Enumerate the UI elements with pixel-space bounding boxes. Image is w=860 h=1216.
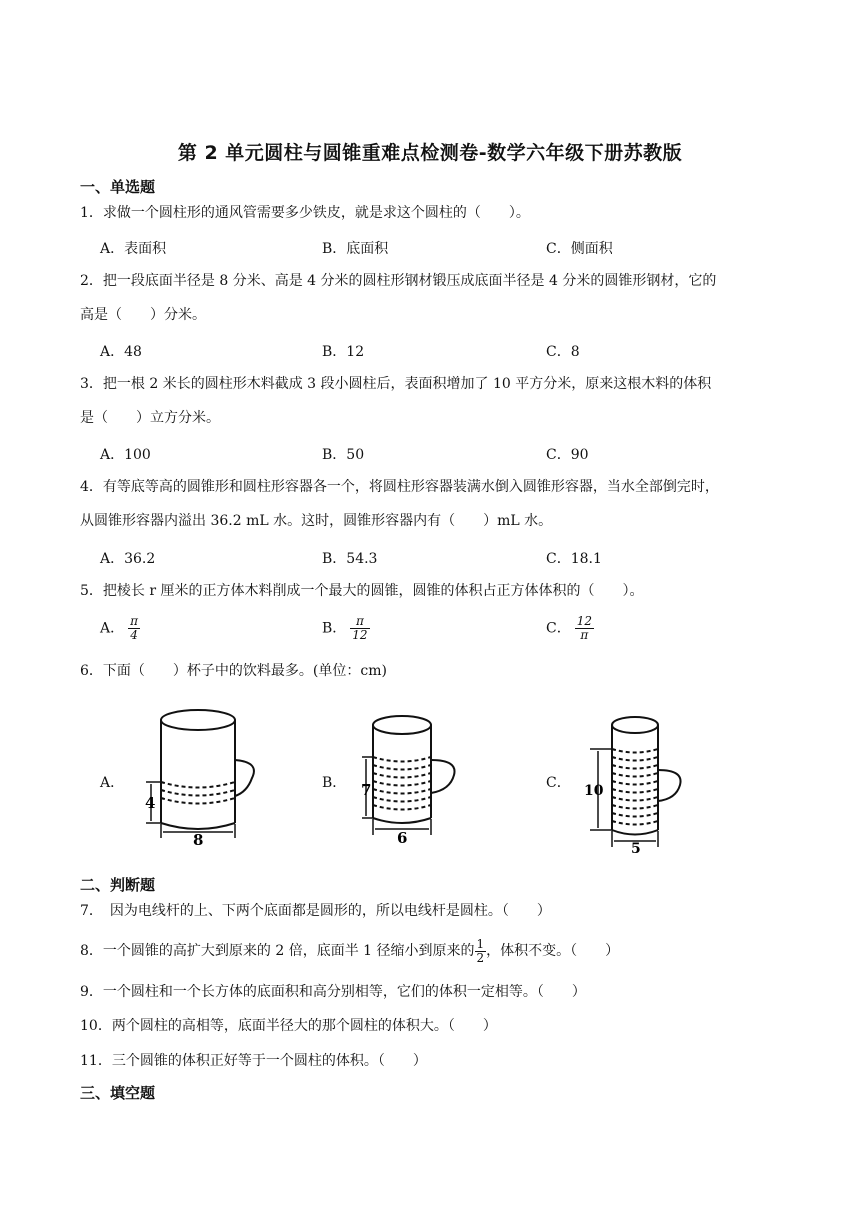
cup-b-height-label: 7 — [361, 781, 372, 799]
q5-option-c — [546, 615, 594, 642]
question-4-line-2: 从圆锥形容器内溢出 36.2 mL 水。这时，圆锥形容器内有（ ）mL 水。 — [80, 513, 553, 529]
section-heading-true-false: 二、判断题 — [80, 876, 156, 894]
fraction-numerator: 12 — [576, 614, 592, 628]
question-10: 10．两个圆柱的高相等，底面半径大的那个圆柱的体积大。（ ） — [80, 1018, 497, 1034]
question-5: 5．把棱长 r 厘米的正方体木料削成一个最大的圆锥，圆锥的体积占正方体体积的（ ）。 — [80, 583, 644, 599]
q4-option-c: C．18.1 — [546, 551, 602, 567]
q2-option-c: C．8 — [546, 344, 580, 360]
question-1: 1．求做一个圆柱形的通风管需要多少铁皮，就是求这个圆柱的（ ）。 — [80, 205, 530, 221]
section-heading-fill-in: 三、填空题 — [80, 1084, 156, 1102]
q5-option-c-fraction — [575, 615, 594, 642]
q5-option-b-prefix: B． — [322, 620, 347, 637]
question-11: 11．三个圆锥的体积正好等于一个圆柱的体积。（ ） — [80, 1053, 427, 1069]
fraction-denominator: 2 — [476, 950, 485, 965]
fraction-numerator: 1 — [476, 936, 485, 951]
question-8 — [80, 934, 790, 968]
section-heading-single-choice: 一、单选题 — [80, 178, 156, 196]
q6-option-c-label: C． — [546, 775, 571, 791]
question-7: 7． 因为电线杆的上、下两个底面都是圆形的，所以电线杆是圆柱。（ ） — [80, 903, 551, 919]
q5-option-a — [100, 615, 140, 642]
cup-a-width-label: 8 — [193, 831, 204, 849]
question-8-before: 8．一个圆锥的高扩大到原来的 2 倍，底面半 1 径缩小到原来的 — [80, 943, 475, 959]
q3-option-a: A．100 — [100, 447, 151, 463]
cup-b-diagram — [352, 705, 472, 850]
question-9: 9．一个圆柱和一个长方体的底面积和高分别相等，它们的体积一定相等。（ ） — [80, 984, 586, 1000]
fraction-denominator: π — [580, 628, 589, 642]
cup-a-diagram — [130, 700, 260, 850]
q3-option-b: B．50 — [322, 447, 365, 463]
question-8-after: ，体积不变。（ ） — [486, 943, 620, 959]
question-2-line-1: 2．把一段底面半径是 8 分米、高是 4 分米的圆柱形钢材锻压成底面半径是 4 分米的圆锥形钢材，它的 — [80, 273, 717, 289]
q1-option-b: B．底面积 — [322, 241, 389, 257]
q4-option-b: B．54.3 — [322, 551, 378, 567]
page-title: 第 2 单元圆柱与圆锥重难点检测卷-数学六年级下册苏教版 — [177, 142, 683, 164]
q6-option-a-label: A． — [100, 775, 125, 791]
fraction-numerator: π — [350, 615, 369, 629]
q4-option-a: A．36.2 — [100, 551, 156, 567]
fraction-denominator: 4 — [130, 628, 138, 642]
q6-option-b-label: B． — [322, 775, 347, 791]
fraction-numerator: π — [130, 614, 139, 628]
question-2-line-2: 高是（ ）分米。 — [80, 307, 206, 323]
cup-b-width-label: 6 — [397, 829, 408, 847]
cup-c-diagram — [580, 705, 700, 855]
question-8-fraction — [475, 938, 487, 965]
question-3-line-2: 是（ ）立方分米。 — [80, 410, 220, 426]
cup-a-height-label: 4 — [145, 794, 156, 812]
cup-c-width-label: 5 — [631, 841, 641, 857]
q2-option-a: A．48 — [100, 344, 142, 360]
cup-c-height-label: 10 — [584, 783, 604, 799]
q2-option-b: B．12 — [322, 344, 365, 360]
question-4-line-1: 4．有等底等高的圆锥形和圆柱形容器各一个，将圆柱形容器装满水倒入圆锥形容器，当水全部倒完时， — [80, 479, 719, 495]
q5-option-a-prefix: A． — [100, 620, 125, 637]
q1-option-a: A．表面积 — [100, 241, 167, 257]
q3-option-c: C．90 — [546, 447, 589, 463]
fraction-denominator: 12 — [352, 628, 368, 642]
q5-option-a-fraction — [128, 615, 140, 642]
question-3-line-1: 3．把一根 2 米长的圆柱形木料截成 3 段小圆柱后，表面积增加了 10 平方分米，原来这根木料的体积 — [80, 376, 712, 392]
question-6: 6．下面（ ）杯子中的饮料最多。(单位：cm) — [80, 663, 387, 679]
q1-option-c: C．侧面积 — [546, 241, 613, 257]
q5-option-c-prefix: C． — [546, 620, 571, 637]
q5-option-b-fraction — [350, 615, 369, 642]
q5-option-b — [322, 615, 370, 642]
